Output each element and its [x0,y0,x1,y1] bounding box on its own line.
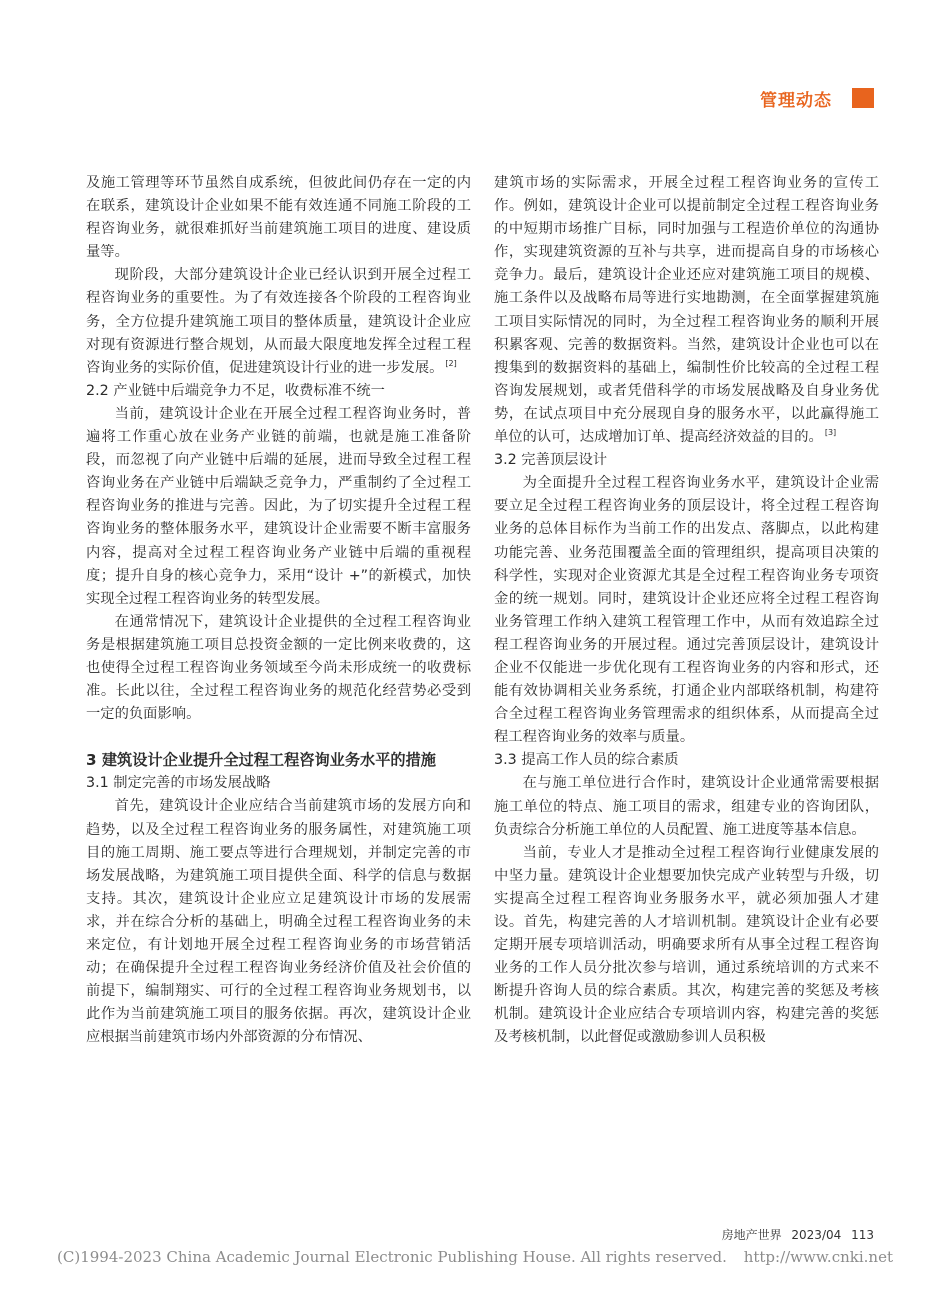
paragraph-text: 首先，建筑设计企业应结合当前建筑市场的发展方向和趋势，以及全过程工程咨询业务的服务属性，对建筑施工项目的施工周期、施工要点等进行合理规划，并制定完善的市场发展战略，为建筑施工项目提供全面、科学的信息与数据支持。其次，建筑设计企业应立足建筑设计市场的发展需求，并在综合分析的基础上，明确全过程工程咨询业务的未来定位，有计划地开展全过程工程咨询业务的市场营销活动；在确保提升全过程工程咨询业务经济价值及社会价值的前提下，编制翔实、可行的全过程工程咨询业务规划书，以此作为当前建筑施工项目的服务依据。再次，建筑设计企业应根据当前建筑市场内外部资源的分布情况、 [86,798,471,1046]
paragraph-text: 为全面提升全过程工程咨询业务水平，建筑设计企业需要立足全过程工程咨询业务的顶层设计，将全过程工程咨询业务的总体目标作为当前工作的出发点、落脚点，以此构建功能完善、业务范围覆盖全面的管理组织，提高项目决策的科学性，实现对企业资源尤其是全过程工程咨询业务专项资金的统一规划。同时，建筑设计企业还应将全过程工程咨询业务管理工作纳入建筑工程管理工作中，从而有效追踪全过程工程咨询业务的开展过程。通过完善顶层设计，建筑设计企业不仅能进一步优化现有工程咨询业务的内容和形式，还能有效协调相关业务系统，打通企业内部联络机制，构建符合全过程工程咨询业务管理需求的组织体系，从而提高全过程工程咨询业务的效率与质量。 [494,475,879,746]
paragraph-text: 在通常情况下，建筑设计企业提供的全过程工程咨询业务是根据建筑施工项目总投资金额的一定比例来收费的，这也使得全过程工程咨询业务领域至今尚未形成统一的收费标准。长此以往，全过程工程咨询业务的规范化经营势必受到一定的负面影响。 [86,613,471,723]
copyright-line [0,1248,950,1266]
citation-ref[interactable]: [2] [445,358,457,368]
paragraph [494,842,879,1050]
paragraph [494,172,879,449]
paragraph-text: 现阶段，大部分建筑设计企业已经认识到开展全过程工程咨询业务的重要性。为了有效连接各个阶段的工程咨询业务，全方位提升建筑施工项目的整体质量，建筑设计企业应对现有资源进行整合规划，从而最大限度地发挥全过程工程咨询业务的实际价值，促进建筑设计行业的进一步发展。 [86,267,471,376]
paragraph [86,795,471,1049]
paragraph-text: 及施工管理等环节虽然自成系统，但彼此间仍存在一定的内在联系，建筑设计企业如果不能有效连通不同施工阶段的工程咨询业务，就很难抓好当前建筑施工项目的进度、建设质量等。 [86,175,471,261]
paragraph [494,472,879,749]
paragraph-text: 2.2 产业链中后端竞争力不足，收费标准不统一 [86,382,385,399]
section-heading [494,449,879,472]
paragraph-text: 3 建筑设计企业提升全过程工程咨询业务水平的措施 [86,751,436,770]
copyright-notice: (C)1994-2023 China Academic Journal Electronic Publishing House. All rights reserved. [57,1248,727,1266]
citation-ref[interactable]: [3] [824,428,837,438]
paragraph [86,172,471,264]
left-column [86,172,471,1049]
cnki-link[interactable]: http://www.cnki.net [743,1248,893,1266]
section-heading [86,749,471,772]
paragraph-text: 建筑市场的实际需求，开展全过程工程咨询业务的宣传工作。例如，建筑设计企业可以提前制定全过程工程咨询业务的中短期市场推广目标，同时加强与工程造价单位的沟通协作，实现建筑资源的互补与共享，进而提高自身的市场核心竞争力。最后，建筑设计企业还应对建筑施工项目的规模、施工条件以及战略布局等进行实地勘测，在全面掌握建筑施工项目实际情况的同时，为全过程工程咨询业务的顺利开展积累客观、完善的数据资料。当然，建筑设计企业也可以在搜集到的数据资料的基础上，编制性价比较高的全过程工程咨询发展规划，或者凭借科学的市场发展战略及自身业务优势，在试点项目中充分展现自身的服务水平，以此赢得施工单位的认可，达成增加订单、提高经济效益的目的。 [494,175,879,446]
page-number: 113 [851,1228,874,1242]
section-heading [86,380,471,403]
page-footer [716,1226,874,1243]
journal-name: 房地产世界 [721,1228,782,1242]
paragraph-text: 3.3 提高工作人员的综合素质 [494,752,679,769]
section-marker-square [852,88,874,108]
page-header [0,84,950,114]
right-column [494,172,879,1050]
issue-date: 2023/04 [791,1228,842,1242]
paragraph-text: 当前，专业人才是推动全过程工程咨询行业健康发展的中坚力量。建筑设计企业想要加快完成产业转型与升级，切实提高全过程工程咨询业务服务水平，就必须加强人才建设。首先，构建完善的人才培训机制。建筑设计企业有必要定期开展专项培训活动，明确要求所有从事全过程工程咨询业务的工作人员分批次参与培训，通过系统培训的方式来不断提升咨询人员的综合素质。其次，构建完善的奖惩及考核机制。建筑设计企业应结合专项培训内容，构建完善的奖惩及考核机制，以此督促或激励参训人员积极 [494,844,879,1046]
paragraph [86,611,471,726]
paragraph-text: 3.2 完善顶层设计 [494,452,608,469]
paragraph-text: 在与施工单位进行合作时，建筑设计企业通常需要根据施工单位的特点、施工项目的需求，组建专业的咨询团队，负责综合分析施工单位的人员配置、施工进度等基本信息。 [494,775,879,838]
paragraph-text: 3.1 制定完善的市场发展战略 [86,775,271,792]
section-title: 管理动态 [760,91,832,111]
paragraph-text: 当前，建筑设计企业在开展全过程工程咨询业务时，普遍将工作重心放在业务产业链的前端，也就是施工准备阶段，而忽视了向产业链中后端的延展，进而导致全过程工程咨询业务在产业链中后端缺乏竞争力，严重制约了全过程工程咨询业务的推进与完善。因此，为了切实提升全过程工程咨询业务的整体服务水平，建筑设计企业需要不断丰富服务内容，提高对全过程工程咨询业务产业链中后端的重视程度；提升自身的核心竞争力，采用“设计 +”的新模式，加快实现全过程工程咨询业务的转型发展。 [86,405,471,607]
paragraph [494,772,879,841]
section-heading [86,772,471,795]
paragraph [86,264,471,379]
paragraph [86,403,471,611]
section-heading [494,749,879,772]
